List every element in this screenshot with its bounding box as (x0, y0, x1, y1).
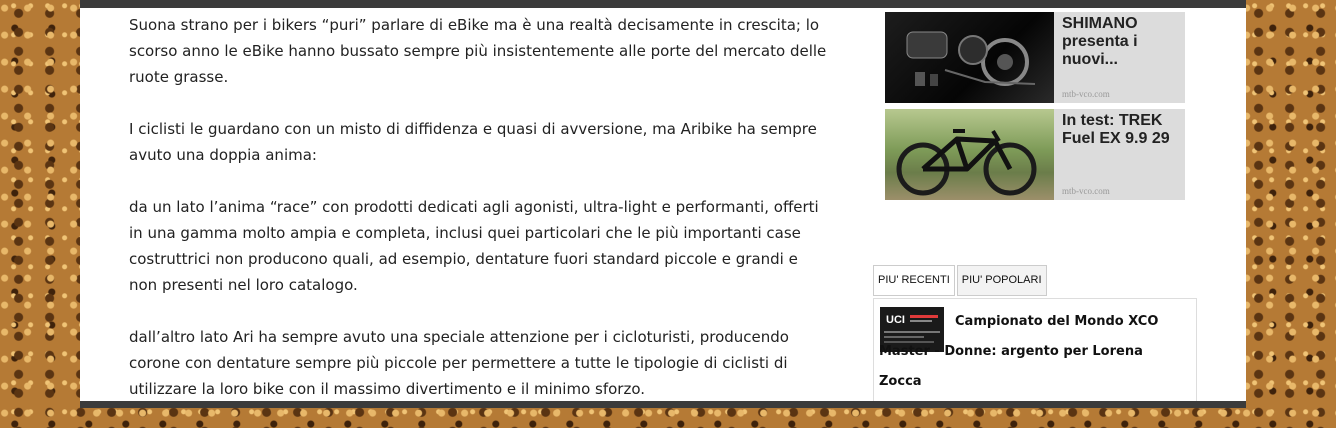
tab-recent[interactable]: PIU' RECENTI (873, 265, 955, 296)
card-title[interactable]: SHIMANO presenta i nuovi... (1062, 15, 1138, 68)
shimano-components-image[interactable] (885, 12, 1054, 103)
related-card-shimano[interactable] (885, 12, 1185, 103)
article-body (129, 12, 829, 428)
trek-bike-image[interactable] (885, 109, 1054, 200)
card-body (1054, 109, 1185, 200)
top-bar (80, 0, 1246, 8)
related-posts-widget (885, 12, 1185, 206)
card-title[interactable]: In test: TREK Fuel EX 9.9 29 (1062, 112, 1170, 147)
card-source: mtb-vco.com (1062, 89, 1110, 99)
tab-popular[interactable]: PIU' POPOLARI (957, 265, 1047, 296)
related-card-trek[interactable] (885, 109, 1185, 200)
article-paragraph: I ciclisti le guardano con un misto di diffidenza e quasi di avversione, ma Aribike ha sempre avuto una doppia anima: (129, 120, 817, 164)
card-source: mtb-vco.com (1062, 186, 1110, 196)
card-body (1054, 12, 1185, 103)
recent-post-title[interactable]: Campionato del Mondo XCO Master - Donne: argento per Lorena Zocca (879, 314, 1159, 389)
article-paragraph: Suona strano per i bikers “puri” parlare di eBike ma è una realtà decisamente in crescita; lo scorso anno le eBike hanno bussato sempre più insistentemente alle porte del mercato delle ruote grasse. (129, 16, 827, 86)
article-paragraph: da un lato l’anima “race” con prodotti dedicati agli agonisti, ultra-light e performanti, offerti in una gamma molto ampia e completa, inclusi quei particolari che le più importanti case costruttrici non producono quali, ad esempio, dentature fuori standard piccole e grandi e non presenti nel loro catalogo. (129, 198, 819, 294)
article-paragraph: dall’altro lato Ari ha sempre avuto una speciale attenzione per i cicloturisti, producendo corone con dentature sempre più piccole per permettere a tutte le tipologie di ciclisti di utilizzare la loro bike con il massimo divertimento e il minimo sforzo. (129, 328, 789, 398)
bottom-bar (80, 401, 1246, 408)
uci-logo-text: UCI (886, 314, 905, 326)
sidebar-tabs (873, 265, 1047, 296)
recent-posts-list (873, 298, 1197, 402)
page-content (80, 8, 1246, 401)
